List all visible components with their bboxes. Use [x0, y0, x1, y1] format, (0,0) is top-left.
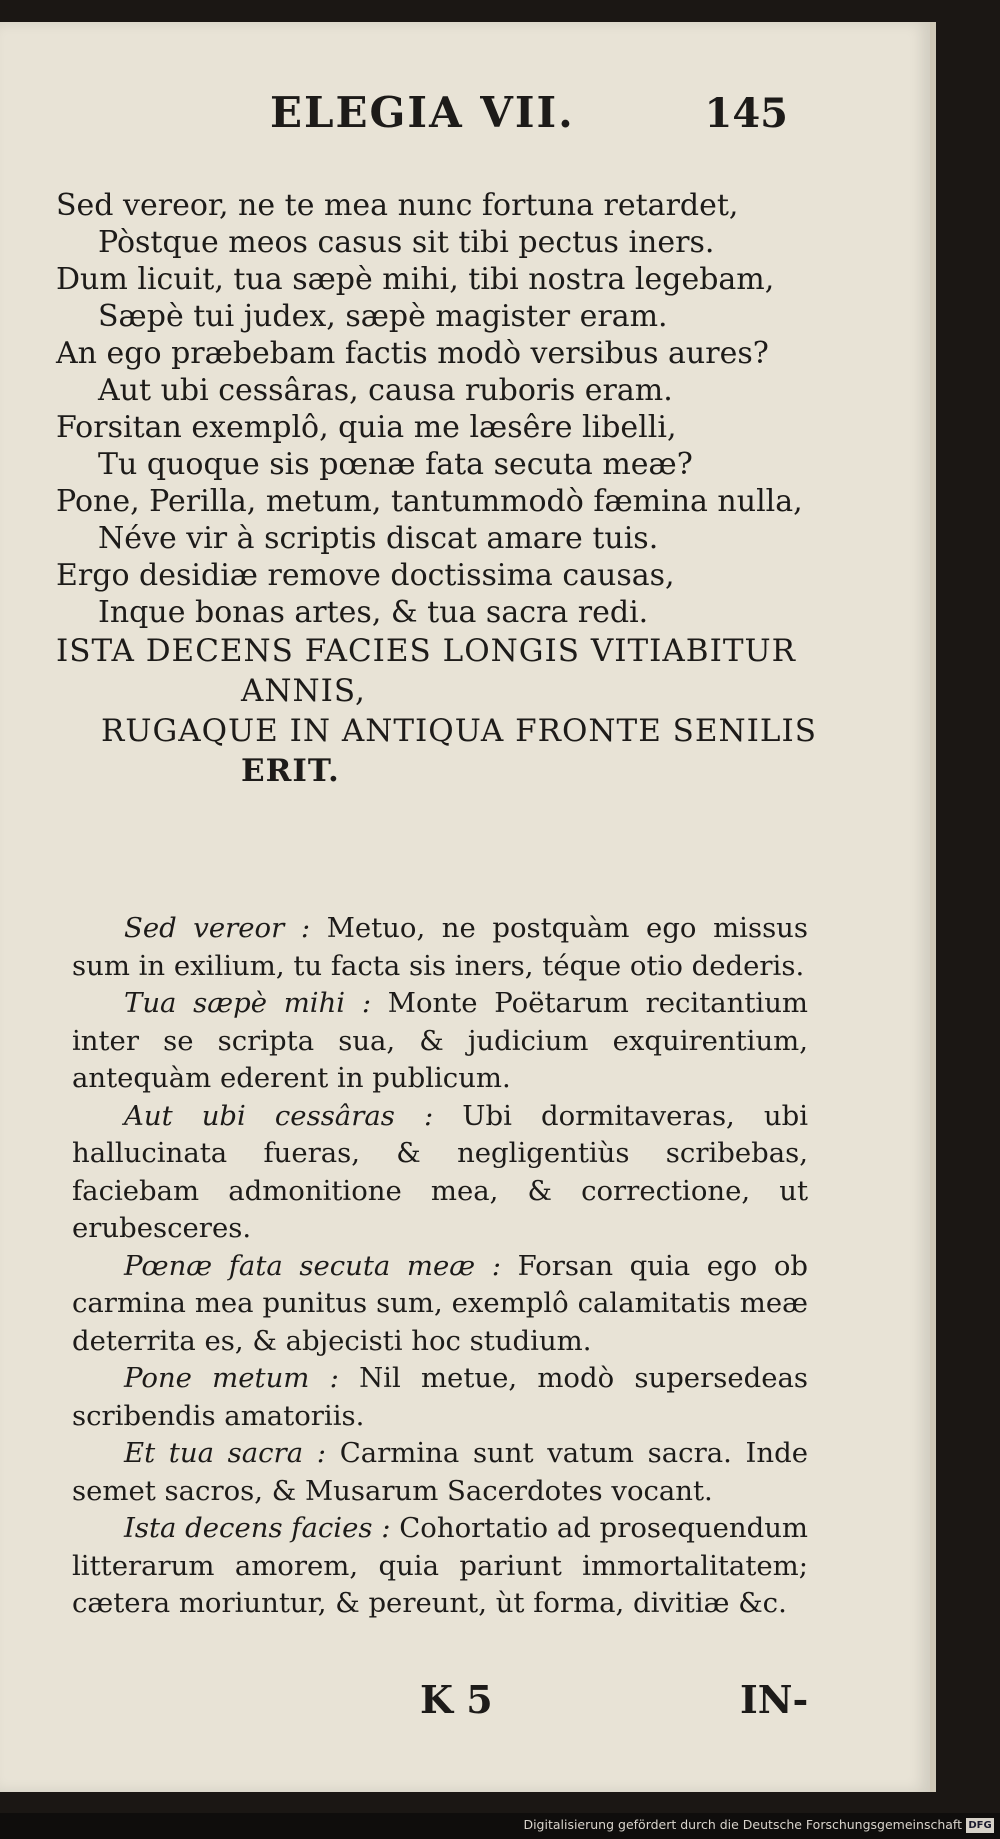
capitals-line: ISTA DECENS FACIES LONGIS VITIABITUR — [56, 633, 796, 669]
credit-bar — [0, 1813, 1000, 1839]
note-paragraph — [72, 910, 808, 985]
note-paragraph — [72, 1098, 808, 1248]
note-text: Ubi dormitaveras, ubi hallucinata fueras, & negligentiùs scribebas, faciebam admonitione mea, & correctione, ut erubesceres. — [72, 1099, 808, 1244]
page-number: 145 — [704, 90, 788, 137]
note-text: Forsan quia ego ob carmina mea punitus sum, exemplô calamitatis meæ deterrita es, & abjecisti hoc studium. — [72, 1249, 808, 1357]
capitals-line: ERIT. — [241, 753, 340, 789]
catchword: IN- — [740, 1677, 809, 1722]
note-text: Nil metue, modò supersedeas scribendis amatoriis. — [72, 1362, 808, 1432]
page-footer — [0, 1677, 930, 1727]
verse-line: Ergo desidiæ remove doctissima causas, — [56, 558, 675, 593]
verse-line: Pòstque meos casus sit tibi pectus iners. — [98, 225, 715, 260]
funding-credit: Digitalisierung gefördert durch die Deutsche Forschungsgemeinschaft — [523, 1817, 962, 1832]
note-lemma: Et tua sacra : — [124, 1437, 327, 1469]
verse-line: Néve vir à scriptis discat amare tuis. — [98, 521, 659, 556]
verse-line: Pone, Perilla, metum, tantummodò fæmina nulla, — [56, 484, 803, 519]
signature-mark: K 5 — [420, 1677, 493, 1722]
note-text: Metuo, ne postquàm ego missus sum in exilium, tu facta sis iners, téque otio dederis. — [72, 912, 809, 982]
note-text: Monte Poëtarum recitantium inter se scripta sua, & judicium exquirentium, antequàm ederent in publicum. — [72, 987, 809, 1094]
verse-line: Dum licuit, tua sæpè mihi, tibi nostra legebam, — [56, 262, 775, 297]
verse-line: Inque bonas artes, & tua sacra redi. — [98, 595, 649, 630]
capitals-line: ANNIS, — [241, 673, 366, 709]
verse-line: Sed vereor, ne te mea nunc fortuna retardet, — [56, 188, 739, 223]
verse-line: Sæpè tui judex, sæpè magister eram. — [98, 299, 668, 334]
verse-line: An ego præbebam factis modò versibus aures? — [56, 336, 769, 371]
note-lemma: Aut ubi cessâras : — [124, 1099, 434, 1132]
commentary-notes — [72, 910, 808, 1623]
note-lemma: Ista decens facies : — [124, 1512, 391, 1544]
note-lemma: Tua sæpè mihi : — [124, 987, 372, 1019]
note-paragraph — [72, 1248, 808, 1361]
verse-line: Forsitan exemplô, quia me læsêre libelli, — [56, 410, 677, 445]
note-text: Cohortatio ad prosequendum litterarum amorem, quia pariunt immortalitatem; cætera moriuntur, & pereunt, ùt forma, divitiæ &c. — [72, 1512, 809, 1619]
note-lemma: Sed vereor : — [124, 912, 311, 944]
page-header — [270, 88, 870, 158]
running-head: ELEGIA VII. — [270, 88, 575, 137]
note-lemma: Pone metum : — [124, 1362, 339, 1394]
note-paragraph — [72, 1360, 808, 1435]
poem-text — [56, 187, 876, 791]
note-text: Carmina sunt vatum sacra. Inde semet sacros, & Musarum Sacerdotes vocant. — [72, 1437, 808, 1507]
book-page — [0, 22, 936, 1792]
note-paragraph — [72, 1510, 808, 1623]
verse-line: Tu quoque sis pœnæ fata secuta meæ? — [98, 447, 693, 482]
verse-line: Aut ubi cessâras, causa ruboris eram. — [98, 373, 673, 408]
note-lemma: Pœnæ fata secuta meæ : — [124, 1249, 501, 1282]
note-paragraph — [72, 985, 808, 1098]
capitals-line: RUGAQUE IN ANTIQUA FRONTE SENILIS — [101, 713, 817, 749]
note-paragraph — [72, 1435, 808, 1510]
dfg-logo-icon: DFG — [966, 1818, 994, 1833]
